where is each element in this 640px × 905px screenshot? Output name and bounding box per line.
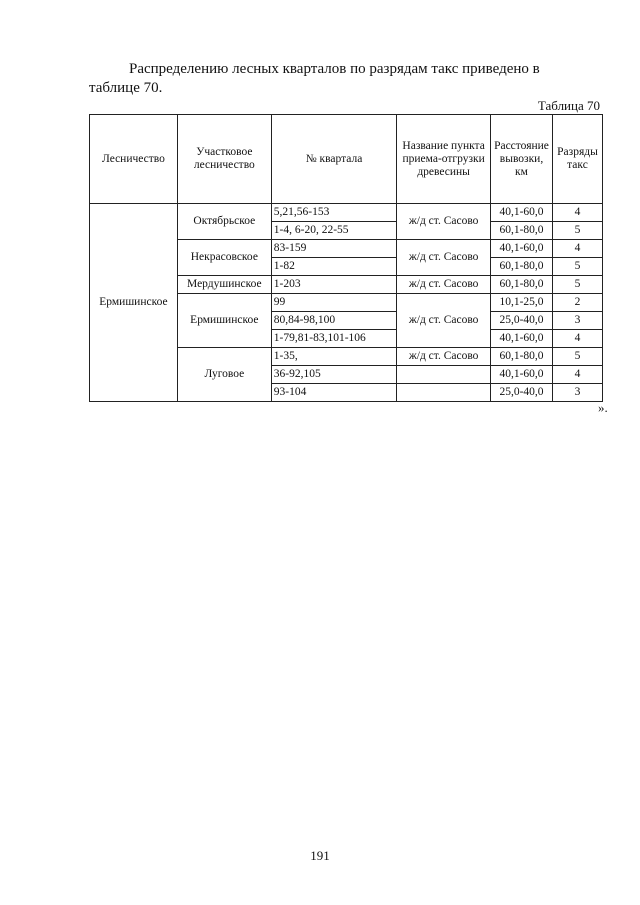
district-cell: Мердушинское: [177, 276, 271, 294]
table-row: [90, 204, 603, 222]
distance-cell: 25,0-40,0: [491, 384, 553, 402]
header-quarter: № квартала: [271, 115, 396, 204]
quarter-cell: 1-35,: [271, 348, 396, 366]
page-number: 191: [310, 848, 330, 863]
rank-cell: 5: [552, 222, 602, 240]
distance-cell: 60,1-80,0: [491, 276, 553, 294]
rank-cell: 5: [552, 348, 602, 366]
distance-cell: 40,1-60,0: [491, 204, 553, 222]
distance-cell: 10,1-25,0: [491, 294, 553, 312]
point-cell: ж/д ст. Сасово: [397, 294, 491, 348]
district-cell: Ермишинское: [177, 294, 271, 348]
quarter-cell: 5,21,56-153: [271, 204, 396, 222]
rank-cell: 3: [552, 384, 602, 402]
header-forestry: Лесничество: [90, 115, 178, 204]
quarter-cell: 1-203: [271, 276, 396, 294]
quarter-cell: 1-82: [271, 258, 396, 276]
forest-quarters-table: [89, 114, 603, 402]
rank-cell: 4: [552, 366, 602, 384]
quarter-cell: 36-92,105: [271, 366, 396, 384]
point-cell: ж/д ст. Сасово: [397, 348, 491, 366]
table-header-row: [90, 115, 603, 204]
point-cell-empty: [397, 384, 491, 402]
district-cell: Октябрьское: [177, 204, 271, 240]
rank-cell: 4: [552, 240, 602, 258]
quarter-cell: 1-79,81-83,101-106: [271, 330, 396, 348]
intro-paragraph: Распределению лесных кварталов по разрядам такс приведено в таблице 70.: [89, 61, 540, 96]
district-cell: Луговое: [177, 348, 271, 402]
district-cell: Некрасовское: [177, 240, 271, 276]
point-cell: ж/д ст. Сасово: [397, 204, 491, 240]
quarter-cell: 99: [271, 294, 396, 312]
point-cell-empty: [397, 366, 491, 384]
rank-cell: 5: [552, 276, 602, 294]
quarter-cell: 93-104: [271, 384, 396, 402]
header-point: Название пункта приема-отгрузки древесины: [397, 115, 491, 204]
point-cell: ж/д ст. Сасово: [397, 240, 491, 276]
distance-cell: 60,1-80,0: [491, 348, 553, 366]
distance-cell: 25,0-40,0: [491, 312, 553, 330]
distance-cell: 40,1-60,0: [491, 240, 553, 258]
quarter-cell: 80,84-98,100: [271, 312, 396, 330]
header-district: Участковое лесничество: [177, 115, 271, 204]
forestry-cell: Ермишинское: [90, 204, 178, 402]
closing-quote: ».: [598, 400, 608, 415]
header-distance: Расстояние вывозки, км: [491, 115, 553, 204]
rank-cell: 4: [552, 204, 602, 222]
distance-cell: 60,1-80,0: [491, 222, 553, 240]
rank-cell: 3: [552, 312, 602, 330]
distance-cell: 40,1-60,0: [491, 366, 553, 384]
quarter-cell: 83-159: [271, 240, 396, 258]
table-caption: Таблица 70: [537, 98, 600, 113]
rank-cell: 5: [552, 258, 602, 276]
rank-cell: 4: [552, 330, 602, 348]
header-rank: Разряды такс: [552, 115, 602, 204]
distance-cell: 60,1-80,0: [491, 258, 553, 276]
point-cell: ж/д ст. Сасово: [397, 276, 491, 294]
rank-cell: 2: [552, 294, 602, 312]
distance-cell: 40,1-60,0: [491, 330, 553, 348]
quarter-cell: 1-4, 6-20, 22-55: [271, 222, 396, 240]
